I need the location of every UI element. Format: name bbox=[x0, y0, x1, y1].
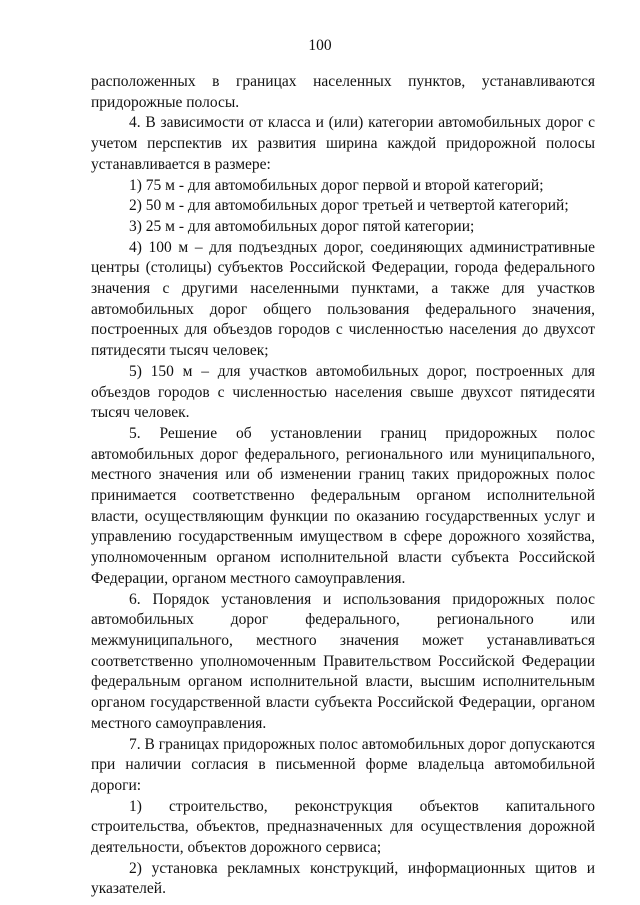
list-item-100m: 4) 100 м – для подъездных дорог, соединяющих административные центры (столицы) субъектов Российской Федерации, города федерального значения с другими населенными пунктами, а также для участков автомобильных дорог общего пользования федерального значения, построенных для объездов городов с численностью населения до двухсот пятидесяти тысяч человек; bbox=[91, 238, 595, 360]
paragraph-clause-7: 7. В границах придорожных полос автомобильных дорог допускаются при наличии согласия в письменной форме владельца автомобильной дороги: bbox=[91, 735, 595, 794]
list-item-150m: 5) 150 м – для участков автомобильных дорог, построенных для объездов городов с численностью населения свыше двухсот пятидесяти тысяч человек. bbox=[91, 362, 595, 422]
list-item-25m: 3) 25 м - для автомобильных дорог пятой категории; bbox=[129, 217, 475, 235]
document-body bbox=[91, 72, 595, 900]
list-item-50m: 2) 50 м - для автомобильных дорог третьей и четвертой категорий; bbox=[129, 197, 569, 215]
list-item-advertising: 2) установка рекламных конструкций, информационных щитов и указателей. bbox=[91, 859, 595, 898]
paragraph-clause-4: 4. В зависимости от класса и (или) категории автомобильных дорог с учетом перспектив их развития ширина каждой придорожной полосы устанавливается в размере: bbox=[91, 114, 595, 173]
paragraph-clause-5: 5. Решение об установлении границ придорожных полос автомобильных дорог федерального, регионального или муниципального, местного значения или об изменении границ таких придорожных полос принимается соответственно федеральным органом исполнительной власти, осуществляющим функции по оказанию государственных услуг и управлению государственным имуществом в сфере дорожного хозяйства, уполномоченным органом исполнительной власти субъекта Российской Федерации, органом местного самоуправления. bbox=[91, 424, 595, 587]
list-item-75m: 1) 75 м - для автомобильных дорог первой и второй категорий; bbox=[129, 176, 544, 194]
paragraph-continuation: расположенных в границах населенных пунктов, устанавливаются придорожные полосы. bbox=[91, 73, 595, 111]
page-number: 100 bbox=[308, 37, 332, 54]
paragraph-clause-6: 6. Порядок установления и использования придорожных полос автомобильных дорог федерального, регионального или межмуниципального, местного значения может устанавливаться соответственно уполномоченным Правительством Российской Федерации федеральным органом исполнительной власти, высшим исполнительным органом государственной власти субъекта Российской Федерации, органом местного самоуправления. bbox=[91, 590, 595, 732]
list-item-construction: 1) строительство, реконструкция объектов капитального строительства, объектов, предназначенных для осуществления дорожной деятельности, объектов дорожного сервиса; bbox=[91, 797, 595, 857]
